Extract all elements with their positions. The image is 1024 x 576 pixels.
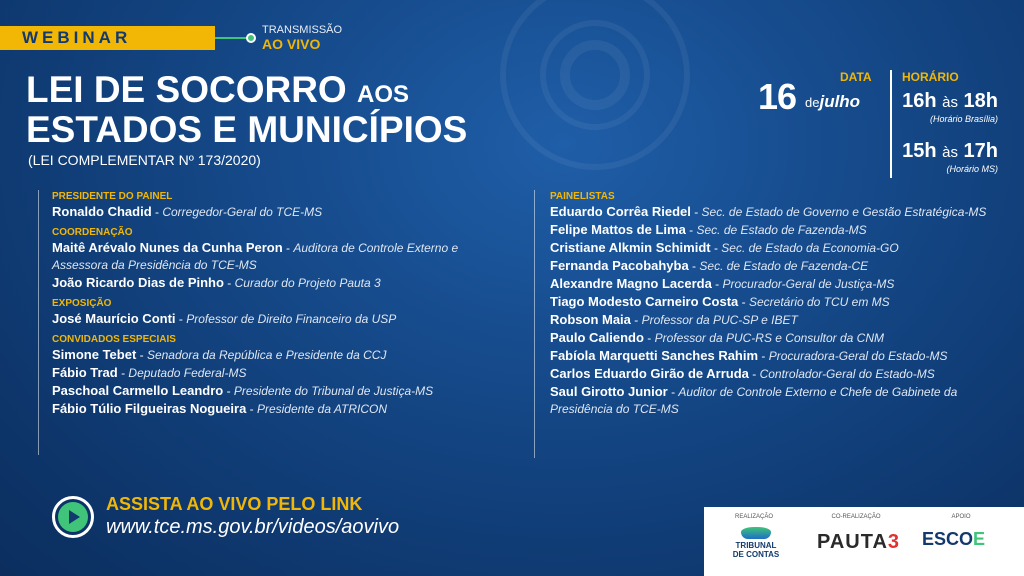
person-entry: Saul Girotto Junior - Auditor de Controle Externo e Chefe de Gabinete da Presidência do TCE-MS (550, 384, 958, 416)
person-role: Secretário do TCU em MS (748, 295, 890, 309)
person-role: Sec. de Estado de Governo e Gestão Estratégica-MS (701, 205, 987, 219)
corealizacao-label: CO-REALIZAÇÃO (831, 514, 881, 520)
webinar-label: WEBINAR (0, 26, 215, 50)
person-role: Professor de Direito Financeiro da USP (186, 312, 397, 326)
person-name: Fabíola Marquetti Sanches Rahim (550, 348, 759, 363)
person-entry: Ronaldo Chadid - Corregedor-Geral do TCE-MS (52, 204, 323, 219)
person-entry: Simone Tebet - Senadora da República e Presidente da CCJ (52, 347, 387, 362)
person-name: Eduardo Corrêa Riedel (550, 204, 691, 219)
title-line-2: ESTADOS E MUNICÍPIOS (26, 109, 468, 150)
title-line-1: LEI DE SOCORRO AOS (26, 69, 409, 110)
tribunal-emblem-icon (741, 527, 771, 539)
section-heading: COORDENAÇÃO (52, 227, 133, 238)
person-role: Deputado Federal-MS (128, 366, 247, 380)
person-name: Paulo Caliendo (550, 330, 644, 345)
date-day: 16 (758, 76, 797, 117)
person-entry: Eduardo Corrêa Riedel - Sec. de Estado de Governo e Gestão Estratégica-MS (550, 204, 987, 219)
person-entry: Robson Maia - Professor da PUC-SP e IBET (550, 312, 798, 327)
person-entry: Fabíola Marquetti Sanches Rahim - Procuradora-Geral do Estado-MS (550, 348, 948, 363)
person-name: Alexandre Magno Lacerda (550, 276, 712, 291)
person-entry: Fábio Trad - Deputado Federal-MS (52, 365, 247, 380)
escoe-logo: ESCOE (922, 529, 986, 549)
person-role: Sec. de Estado de Fazenda-CE (699, 259, 869, 273)
person-role: Professor da PUC-RS e Consultor da CNM (654, 331, 884, 345)
person-role: Procurador-Geral de Justiça-MS (722, 277, 895, 291)
person-entry: Paulo Caliendo - Professor da PUC-RS e Consultor da CNM (550, 330, 884, 345)
person-role: Professor da PUC-SP e IBET (641, 313, 798, 327)
person-role: Presidente da ATRICON (256, 402, 388, 416)
live-connector (215, 37, 250, 39)
time-ms-note: (Horário MS) (946, 164, 998, 174)
person-name: Saul Girotto Junior (550, 384, 668, 399)
person-role: Senadora da República e Presidente da CCJ (146, 348, 387, 362)
decorative-ring (560, 40, 630, 110)
person-name: José Maurício Conti (52, 311, 176, 326)
person-name: Simone Tebet (52, 347, 137, 362)
person-role: Auditora de Controle Externo e Assessora da Presidência do TCE-MS (52, 241, 459, 272)
person-name: Carlos Eduardo Girão de Arruda (550, 366, 749, 381)
person-name: Tiago Modesto Carneiro Costa (550, 294, 739, 309)
sponsors-panel (704, 507, 1024, 576)
realizacao-label: REALIZAÇÃO (734, 514, 773, 520)
cta-text: ASSISTA AO VIVO PELO LINK (106, 494, 363, 514)
person-name: Fábio Trad (52, 365, 118, 380)
person-name: Ronaldo Chadid (52, 204, 152, 219)
title-aos: AOS (356, 81, 409, 108)
person-entry: Tiago Modesto Carneiro Costa - Secretário do TCU em MS (550, 294, 890, 309)
date-time-divider (890, 70, 892, 178)
play-icon[interactable] (58, 502, 88, 532)
person-name: Maitê Arévalo Nunes da Cunha Peron (52, 240, 283, 255)
person-role: Procuradora-Geral do Estado-MS (768, 349, 948, 363)
person-entry: Felipe Mattos de Lima - Sec. de Estado de Fazenda-MS (550, 222, 867, 237)
section-heading: EXPOSIÇÃO (52, 298, 112, 309)
section-heading: CONVIDADOS ESPECIAIS (52, 334, 176, 345)
person-name: João Ricardo Dias de Pinho (52, 275, 224, 290)
subtitle: (LEI COMPLEMENTAR Nº 173/2020) (28, 152, 261, 168)
person-name: Cristiane Alkmin Schimidt (550, 240, 711, 255)
pauta3-logo: PAUTA3 (817, 531, 901, 553)
time-label: HORÁRIO (902, 70, 959, 84)
person-role: Auditor de Controle Externo e Chefe de Gabinete da Presidência do TCE-MS (550, 385, 958, 416)
tribunal-de-contas-logo: TRIBUNAL DE CONTAS (726, 527, 786, 559)
person-entry: Maitê Arévalo Nunes da Cunha Peron - Auditora de Controle Externo e Assessora da Presidência do TCE-MS (52, 240, 459, 272)
person-entry: Fernanda Pacobahyba - Sec. de Estado de Fazenda-CE (550, 258, 869, 273)
person-name: Paschoal Carmello Leandro (52, 383, 224, 398)
panelists-heading: PAINELISTAS (550, 191, 615, 202)
person-role: Sec. de Estado da Economia-GO (721, 241, 899, 255)
section-heading: PRESIDENTE DO PAINEL (52, 191, 173, 202)
date-month: dejulho (805, 92, 861, 111)
person-role: Curador do Projeto Pauta 3 (234, 276, 381, 290)
apoio-label: APOIO (951, 514, 971, 520)
person-entry: Cristiane Alkmin Schimidt - Sec. de Estado da Economia-GO (550, 240, 899, 255)
person-name: Felipe Mattos de Lima (550, 222, 686, 237)
person-entry: Paschoal Carmello Leandro - Presidente do Tribunal de Justiça-MS (52, 383, 434, 398)
person-role: Sec. de Estado de Fazenda-MS (696, 223, 867, 237)
transmission-label: TRANSMISSÃO (262, 24, 343, 36)
date-label: DATA (840, 70, 872, 84)
time-ms: 15h às 17h (902, 140, 998, 162)
time-brasilia-note: (Horário Brasília) (929, 114, 998, 124)
live-label: AO VIVO (262, 36, 321, 52)
time-brasilia: 16h às 18h (902, 90, 998, 112)
person-name: Robson Maia (550, 312, 631, 327)
person-role: Controlador-Geral do Estado-MS (759, 367, 935, 381)
person-entry: Carlos Eduardo Girão de Arruda - Controlador-Geral do Estado-MS (550, 366, 935, 381)
person-entry: José Maurício Conti - Professor de Direito Financeiro da USP (52, 311, 397, 326)
person-entry: Fábio Túlio Filgueiras Nogueira - Presidente da ATRICON (52, 401, 388, 416)
person-entry: Alexandre Magno Lacerda - Procurador-Geral de Justiça-MS (550, 276, 895, 291)
organizers-column (38, 190, 516, 455)
stream-link[interactable]: www.tce.ms.gov.br/videos/aovivo (106, 516, 400, 538)
person-name: Fábio Túlio Filgueiras Nogueira (52, 401, 247, 416)
panelists-column (534, 190, 1004, 458)
live-dot-icon (246, 33, 256, 43)
person-role: Presidente do Tribunal de Justiça-MS (233, 384, 434, 398)
person-name: Fernanda Pacobahyba (550, 258, 689, 273)
person-entry: João Ricardo Dias de Pinho - Curador do Projeto Pauta 3 (52, 275, 381, 290)
person-role: Corregedor-Geral do TCE-MS (162, 205, 323, 219)
